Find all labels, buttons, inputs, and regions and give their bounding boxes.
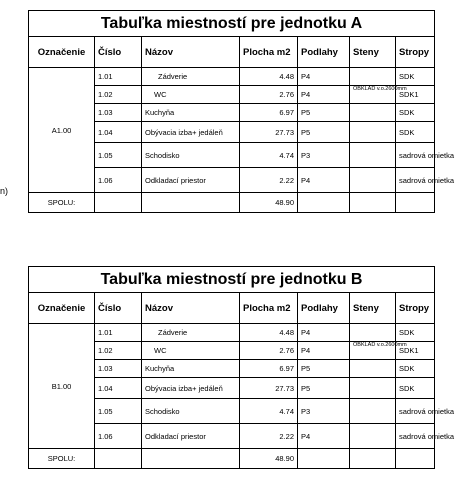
cell-stropy: sadrová omietka — [396, 168, 435, 193]
unit-code: A1.00 — [29, 68, 95, 193]
total-label: SPOLU: — [29, 193, 95, 213]
total-value: 48.90 — [240, 193, 298, 213]
cell-plocha: 2.22 — [240, 424, 298, 449]
cell-stropy: SDK1 — [396, 86, 435, 104]
cell-steny: OBKLAD v.o.2600mm — [350, 86, 396, 104]
table-row — [29, 324, 435, 342]
cell-nazov: Odkladací priestor — [142, 168, 240, 193]
table-row — [29, 68, 435, 86]
cell-plocha: 4.48 — [240, 324, 298, 342]
cell-steny — [350, 104, 396, 122]
cell-podlahy: P4 — [298, 68, 350, 86]
cell-nazov: WC — [142, 86, 240, 104]
cell-nazov: Obývacia izba+ jedáleň — [142, 122, 240, 143]
cell-nazov: Odkladací priestor — [142, 424, 240, 449]
cell-steny: OBKLAD v.o.2600mm — [350, 342, 396, 360]
cell-stropy: SDK — [396, 122, 435, 143]
cell-nazov: Obývacia izba+ jedáleň — [142, 378, 240, 399]
table-title: Tabuľka miestností pre jednotku A — [29, 11, 435, 37]
cell-plocha: 4.74 — [240, 143, 298, 168]
cell-cislo: 1.02 — [95, 342, 142, 360]
cell-cislo: 1.04 — [95, 378, 142, 399]
header-cislo: Číslo — [95, 37, 142, 68]
cell-stropy: SDK — [396, 378, 435, 399]
cell-stropy: SDK — [396, 360, 435, 378]
cell-stropy: sadrová omietka — [396, 399, 435, 424]
cell-cislo: 1.05 — [95, 399, 142, 424]
cell-plocha: 2.76 — [240, 342, 298, 360]
cell-podlahy: P3 — [298, 143, 350, 168]
cell-podlahy: P5 — [298, 378, 350, 399]
header-nazov: Názov — [142, 293, 240, 324]
cell-stropy: SDK — [396, 104, 435, 122]
cell-podlahy: P5 — [298, 104, 350, 122]
cell-cislo: 1.02 — [95, 86, 142, 104]
cell-steny — [350, 424, 396, 449]
header-stropy: Stropy — [396, 37, 435, 68]
cell-steny — [350, 143, 396, 168]
cell-cislo: 1.05 — [95, 143, 142, 168]
cell-nazov: Kuchyňa — [142, 104, 240, 122]
header-plocha: Plocha m2 — [240, 293, 298, 324]
header-nazov: Názov — [142, 37, 240, 68]
cell-nazov: Schodisko — [142, 399, 240, 424]
cell-steny — [350, 399, 396, 424]
cell-nazov: WC — [142, 342, 240, 360]
cell-stropy: sadrová omietka — [396, 143, 435, 168]
cell-steny — [350, 324, 396, 342]
cell-stropy: sadrová omietka — [396, 424, 435, 449]
cell-plocha: 2.22 — [240, 168, 298, 193]
room-table-a — [28, 10, 455, 213]
total-row — [29, 193, 435, 213]
cell-podlahy: P4 — [298, 324, 350, 342]
header-oznacenie: Označenie — [29, 37, 95, 68]
cell-cislo: 1.03 — [95, 104, 142, 122]
cell-steny — [350, 168, 396, 193]
cell-podlahy: P4 — [298, 86, 350, 104]
cell-plocha: 2.76 — [240, 86, 298, 104]
cell-steny — [350, 378, 396, 399]
header-podlahy: Podlahy — [298, 293, 350, 324]
cell-steny — [350, 122, 396, 143]
cell-steny — [350, 360, 396, 378]
header-plocha: Plocha m2 — [240, 37, 298, 68]
header-stropy: Stropy — [396, 293, 435, 324]
stray-text-mark: n) — [0, 186, 9, 196]
cell-nazov: Zádverie — [142, 68, 240, 86]
header-podlahy: Podlahy — [298, 37, 350, 68]
cell-podlahy: P4 — [298, 342, 350, 360]
cell-plocha: 4.74 — [240, 399, 298, 424]
cell-plocha: 4.48 — [240, 68, 298, 86]
cell-podlahy: P4 — [298, 424, 350, 449]
cell-podlahy: P3 — [298, 399, 350, 424]
cell-stropy: SDK — [396, 324, 435, 342]
total-value: 48.90 — [240, 449, 298, 469]
cell-plocha: 27.73 — [240, 122, 298, 143]
cell-plocha: 27.73 — [240, 378, 298, 399]
cell-stropy: SDK1 — [396, 342, 435, 360]
cell-cislo: 1.03 — [95, 360, 142, 378]
cell-cislo: 1.01 — [95, 324, 142, 342]
cell-cislo: 1.01 — [95, 68, 142, 86]
cell-cislo: 1.04 — [95, 122, 142, 143]
cell-nazov: Zádverie — [142, 324, 240, 342]
cell-podlahy: P5 — [298, 360, 350, 378]
header-oznacenie: Označenie — [29, 293, 95, 324]
cell-plocha: 6.97 — [240, 360, 298, 378]
cell-nazov: Schodisko — [142, 143, 240, 168]
table-title: Tabuľka miestností pre jednotku B — [29, 267, 435, 293]
unit-code: B1.00 — [29, 324, 95, 449]
header-cislo: Číslo — [95, 293, 142, 324]
total-row — [29, 449, 435, 469]
cell-cislo: 1.06 — [95, 424, 142, 449]
header-steny: Steny — [350, 37, 396, 68]
room-table-b — [28, 266, 455, 469]
cell-stropy: SDK — [396, 68, 435, 86]
total-label: SPOLU: — [29, 449, 95, 469]
cell-podlahy: P5 — [298, 122, 350, 143]
cell-plocha: 6.97 — [240, 104, 298, 122]
cell-nazov: Kuchyňa — [142, 360, 240, 378]
cell-podlahy: P4 — [298, 168, 350, 193]
cell-steny — [350, 68, 396, 86]
cell-cislo: 1.06 — [95, 168, 142, 193]
header-steny: Steny — [350, 293, 396, 324]
